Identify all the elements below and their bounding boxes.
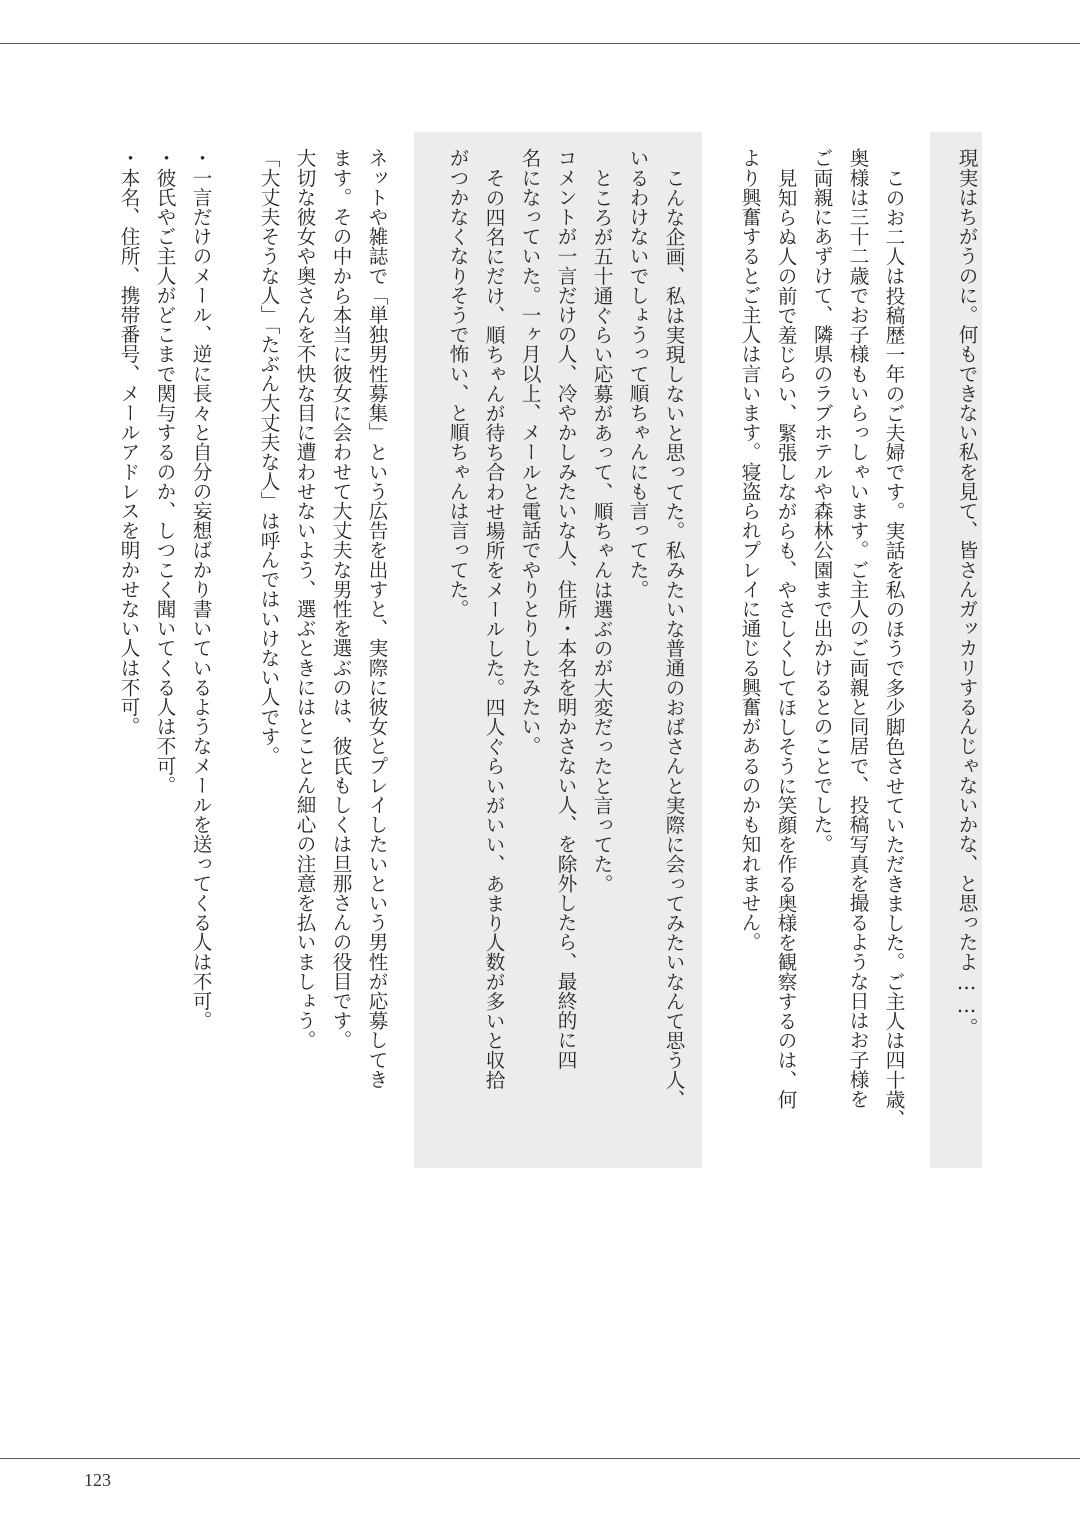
quote-line-3: ところが五十通ぐらい応募があって、順ちゃんは選ぶのが大変だったと言ってた。 (590, 167, 613, 893)
quote-line-6: その四名にだけ、順ちゃんが待ち合わせ場所をメールした。四人ぐらいがいい、あまり人数が多いと収拾 (482, 167, 505, 1089)
body1-line-1: このお二人は投稿歴一年のご夫婦です。実話を私のほうで多少脚色させていただきました。ご主人は四十歳、 (882, 167, 905, 1128)
highlight-line (948, 148, 984, 1148)
body-section-1 (731, 148, 911, 1148)
quote-line-7: がつかなくなりそうで怖い、と順ちゃんは言ってた。 (446, 148, 469, 619)
highlight-text: 現実はちがうのに。何もできない私を見て、皆さんガッカリするんじゃないかな、と思ったよ……。 (955, 148, 978, 1037)
list-item: ・彼氏やご主人がどこまで関与するのか、しつこく聞いてくる人は不可。 (153, 148, 176, 795)
quote-line-2: いるわけないでしょうって順ちゃんにも言ってた。 (626, 148, 649, 599)
quote-line-5: 名になっていた。一ヶ月以上、メールと電話でやりとりしたみたい。 (518, 148, 541, 756)
body1-line-2: 奥様は三十二歳でお子様もいらっしゃいます。ご主人のご両親と同居で、投稿写真を撮るような日はお子様を (846, 148, 869, 1109)
page-number: 123 (84, 1470, 111, 1490)
quote-line-4: コメントが一言だけの人、冷やかしみたいな人、住所・本名を明かさない人、を除外したら、最終的に四 (554, 148, 577, 1070)
body1-line-4: 見知らぬ人の前で羞じらい、緊張しながらも、やさしくしてほしそうに笑顔を作る奥様を観察するのは、何 (774, 167, 797, 1109)
condition-list (110, 148, 218, 1148)
body2-line-4: 「大丈夫そうな人」「たぶん大丈夫な人」は呼んではいけない人です。 (257, 148, 280, 766)
bottom-rule (0, 1458, 1080, 1459)
body1-line-3: ご両親にあずけて、隣県のラブホテルや森林公園まで出かけるとのことでした。 (810, 148, 833, 854)
quote-line-1: こんな企画、私は実現しないと思ってた。私みたいな普通のおばさんと実際に会ってみたいなんて思う人、 (662, 167, 685, 1109)
body-section-2 (252, 148, 394, 1148)
body2-line-1: ネットや雑誌で「単独男性募集」という広告を出すと、実際に彼女とプレイしたいという男性が応募してき (365, 148, 388, 1089)
body2-line-2: ます。その中から本当に彼女に会わせて大丈夫な男性を選ぶのは、彼氏もしくは旦那さんの役目です。 (329, 148, 352, 1050)
list-item: ・一言だけのメール、逆に長々と自分の妄想ばかり書いているようなメールを送ってくる人は不可。 (189, 148, 212, 1030)
top-rule (0, 43, 1080, 44)
body2-line-3: 大切な彼女や奥さんを不快な目に遭わせないよう、選ぶときにはとことん細心の注意を払いましょう。 (293, 148, 316, 1050)
quote-section (439, 148, 691, 1148)
list-item: ・本名、住所、携帯番号、メールアドレスを明かせない人は不可。 (117, 148, 140, 736)
body1-line-5: より興奮するとご主人は言います。寝盗られプレイに通じる興奮があるのかも知れません。 (738, 148, 761, 952)
